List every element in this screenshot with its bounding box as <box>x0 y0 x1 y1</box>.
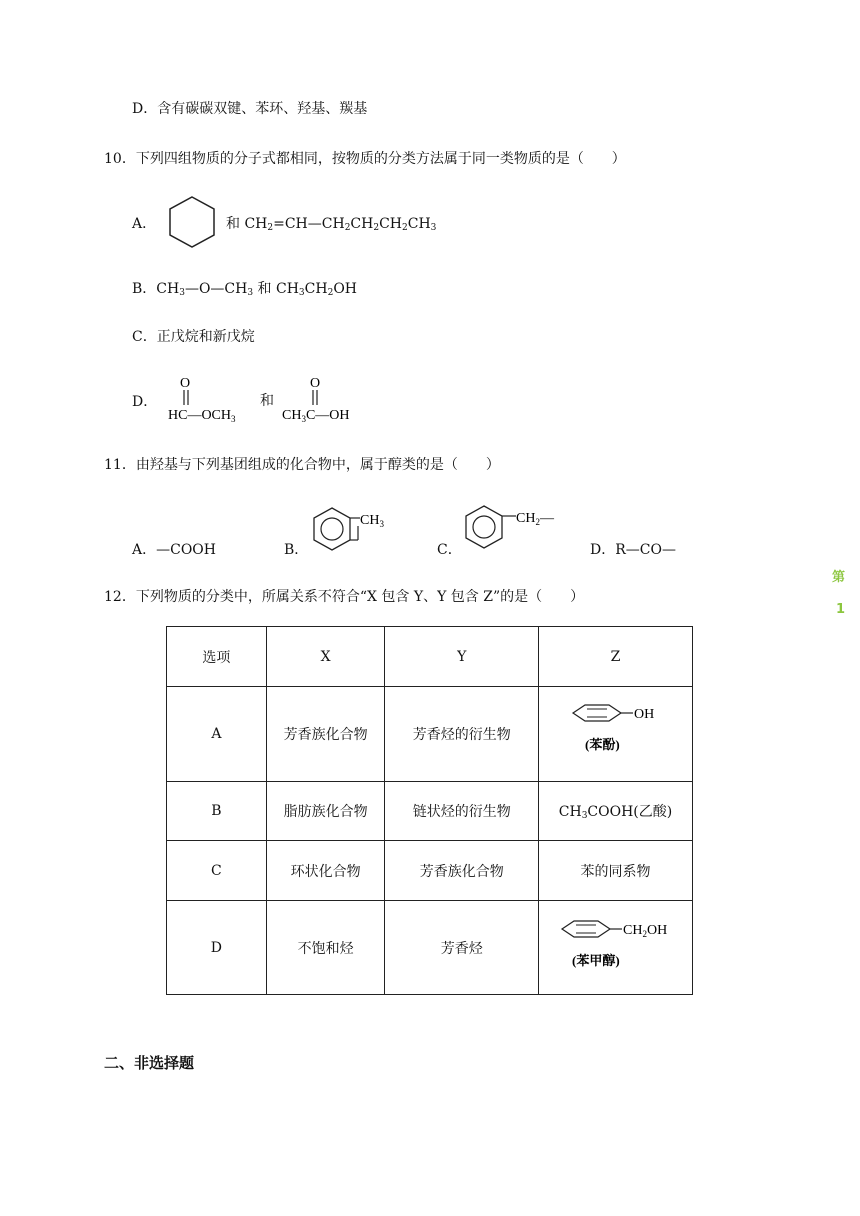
section-heading: 二、非选择题 <box>104 1054 195 1072</box>
q9-option-d: D．含有碳碳双键、苯环、羟基、羰基 <box>132 101 368 117</box>
q10-option-a-label: A． <box>132 216 157 232</box>
q10-option-b: B．$CH_3—O—CH_3$ 和 $CH_3CH_2OH$ <box>132 281 357 298</box>
header-x: X <box>266 627 385 687</box>
cyclohexane-structure <box>166 194 218 250</box>
svg-text:CH3C—OH: $CH_3C—OH$ <box>282 408 350 424</box>
q10-option-d-connector: 和 <box>260 393 274 409</box>
q11-stem: 11．由羟基与下列基团组成的化合物中，属于醇类的是（ ） <box>104 457 500 473</box>
table-row <box>167 782 693 841</box>
q10-option-d-label: D． <box>132 394 158 410</box>
row-d-x: 不饱和烃 <box>266 901 385 995</box>
svg-text:CH3: $CH_3$ <box>360 513 384 529</box>
svg-text:HC—OCH3: $HC—OCH_3$ <box>168 408 236 424</box>
q12-stem: 12．下列物质的分类中，所属关系不符合“X 包含 Y、Y 包含 Z”的是（ ） <box>104 589 585 605</box>
row-c-option: C <box>167 841 267 901</box>
header-option: 选项 <box>167 627 267 687</box>
svg-text:CH2OH: $CH_2OH$ <box>622 922 667 939</box>
table-row <box>167 901 693 995</box>
benzyl-alcohol-structure <box>546 911 686 981</box>
row-a-z <box>539 687 693 782</box>
svg-text:OH: OH <box>633 707 654 722</box>
svg-text:CH2—: $CH_2—$ <box>516 511 554 527</box>
svg-text:(苯酚): (苯酚) <box>584 737 620 752</box>
phenol-structure <box>551 697 681 767</box>
benzyl-group-structure <box>458 500 568 554</box>
q10-option-a-formula: 和 $CH_2=CH—CH_2CH_2CH_2CH_3$ <box>226 216 437 233</box>
row-d-z <box>539 901 693 995</box>
acetic-acid-structure <box>280 372 372 424</box>
q10-option-c: C．正戊烷和新戊烷 <box>132 329 255 345</box>
svg-text:O: O <box>310 376 321 391</box>
row-c-y: 芳香族化合物 <box>385 841 539 901</box>
q11-option-b-label: B． <box>284 542 309 558</box>
methyl-formate-structure <box>164 372 254 424</box>
q11-option-d: D．R—CO— <box>590 542 676 558</box>
row-c-x: 环状化合物 <box>266 841 385 901</box>
q10-stem: 10．下列四组物质的分子式都相同，按物质的分类方法属于同一类物质的是（ ） <box>104 151 626 167</box>
svg-text:O: O <box>180 376 191 391</box>
table-header-row <box>167 627 693 687</box>
q11-option-a: A．—COOH <box>132 542 216 558</box>
page-marker-label: 第 <box>832 570 846 585</box>
q11-option-c-label: C． <box>437 542 462 558</box>
table-row <box>167 841 693 901</box>
row-a-y: 芳香烃的衍生物 <box>385 687 539 782</box>
row-a-x: 芳香族化合物 <box>266 687 385 782</box>
row-d-y: 芳香烃 <box>385 901 539 995</box>
row-b-z: $CH_3COOH$(乙酸) <box>539 782 693 841</box>
svg-text:(苯甲醇): (苯甲醇) <box>571 952 620 968</box>
row-c-z: 苯的同系物 <box>539 841 693 901</box>
row-b-option: B <box>167 782 267 841</box>
classification-table <box>166 626 693 995</box>
table-row <box>167 687 693 782</box>
header-z: Z <box>539 627 693 687</box>
page-marker-number: 1 <box>836 602 846 617</box>
tolyl-group-structure <box>306 502 390 556</box>
row-b-x: 脂肪族化合物 <box>266 782 385 841</box>
row-b-y: 链状烃的衍生物 <box>385 782 539 841</box>
header-y: Y <box>385 627 539 687</box>
row-d-option: D <box>167 901 267 995</box>
row-a-option: A <box>167 687 267 782</box>
